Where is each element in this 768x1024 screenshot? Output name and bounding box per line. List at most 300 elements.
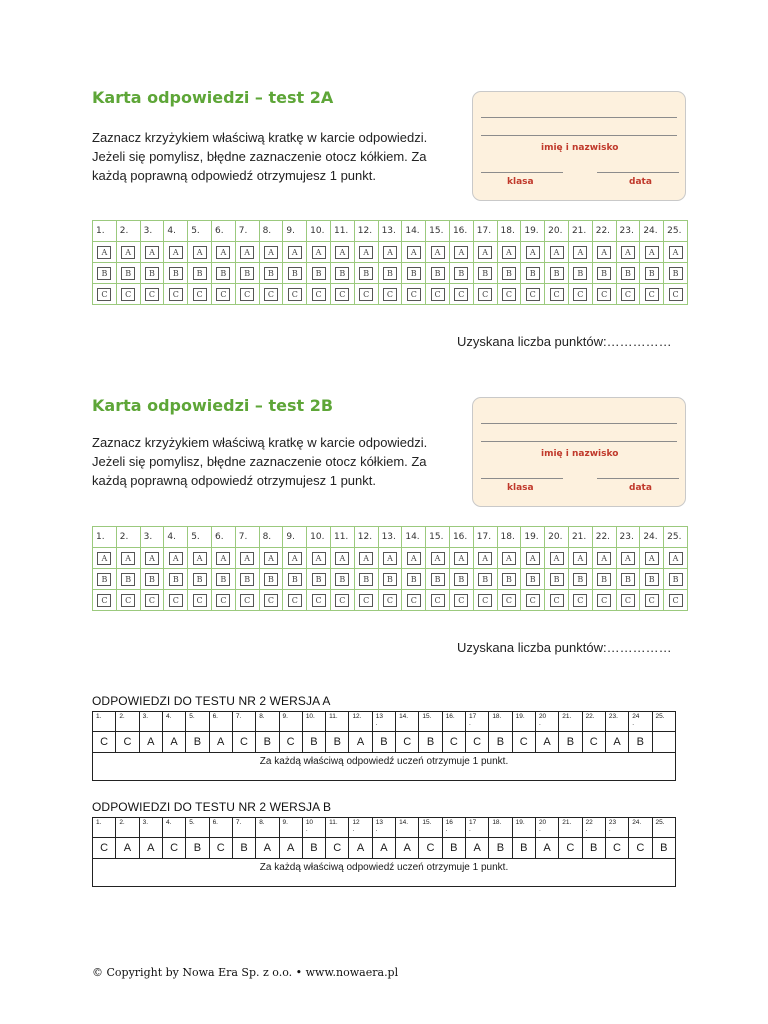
answer-checkbox-cell[interactable] — [259, 263, 283, 284]
option-box[interactable]: C — [526, 288, 540, 301]
option-box[interactable]: A — [645, 246, 659, 259]
answer-checkbox-cell[interactable] — [426, 548, 450, 569]
answer-checkbox-cell[interactable] — [283, 569, 307, 590]
option-box[interactable]: B — [240, 267, 254, 280]
option-box[interactable]: C — [312, 288, 326, 301]
answer-checkbox-cell[interactable] — [521, 263, 545, 284]
answer-checkbox-cell[interactable] — [164, 590, 188, 611]
option-box[interactable]: C — [264, 594, 278, 607]
answer-checkbox-cell[interactable] — [330, 590, 354, 611]
option-box[interactable]: B — [478, 267, 492, 280]
answer-checkbox-cell[interactable] — [188, 590, 212, 611]
answer-checkbox-cell[interactable] — [592, 242, 616, 263]
answer-checkbox-cell[interactable] — [449, 242, 473, 263]
answer-checkbox-cell[interactable] — [497, 590, 521, 611]
option-box[interactable]: C — [97, 594, 111, 607]
option-box[interactable]: B — [526, 573, 540, 586]
answer-checkbox-cell[interactable] — [140, 548, 164, 569]
answer-checkbox-cell[interactable] — [164, 548, 188, 569]
option-box[interactable]: A — [216, 552, 230, 565]
option-box[interactable]: B — [97, 573, 111, 586]
answer-checkbox-cell[interactable] — [283, 548, 307, 569]
answer-checkbox-cell[interactable] — [545, 263, 569, 284]
answer-checkbox-cell[interactable] — [449, 590, 473, 611]
option-box[interactable]: C — [240, 288, 254, 301]
answer-checkbox-cell[interactable] — [449, 284, 473, 305]
option-box[interactable]: A — [193, 552, 207, 565]
option-box[interactable]: B — [573, 267, 587, 280]
answer-checkbox-cell[interactable] — [259, 569, 283, 590]
answer-checkbox-cell[interactable] — [188, 569, 212, 590]
answer-checkbox-cell[interactable] — [640, 548, 664, 569]
answer-checkbox-cell[interactable] — [116, 590, 140, 611]
answer-checkbox-cell[interactable] — [545, 284, 569, 305]
option-box[interactable]: B — [312, 267, 326, 280]
option-box[interactable]: B — [97, 267, 111, 280]
answer-checkbox-cell[interactable] — [616, 569, 640, 590]
answer-checkbox-cell[interactable] — [592, 590, 616, 611]
answer-checkbox-cell[interactable] — [449, 263, 473, 284]
answer-checkbox-cell[interactable] — [140, 284, 164, 305]
option-box[interactable]: C — [454, 594, 468, 607]
answer-checkbox-cell[interactable] — [616, 284, 640, 305]
option-box[interactable]: C — [407, 594, 421, 607]
answer-checkbox-cell[interactable] — [164, 284, 188, 305]
option-box[interactable]: A — [169, 552, 183, 565]
answer-checkbox-cell[interactable] — [354, 242, 378, 263]
option-box[interactable]: C — [145, 594, 159, 607]
answer-checkbox-cell[interactable] — [283, 590, 307, 611]
answer-checkbox-cell[interactable] — [307, 548, 331, 569]
answer-checkbox-cell[interactable] — [235, 548, 259, 569]
answer-checkbox-cell[interactable] — [545, 569, 569, 590]
option-box[interactable]: A — [454, 246, 468, 259]
answer-checkbox-cell[interactable] — [402, 590, 426, 611]
option-box[interactable]: B — [454, 267, 468, 280]
option-box[interactable]: A — [359, 552, 373, 565]
option-box[interactable]: A — [97, 552, 111, 565]
option-box[interactable]: B — [288, 573, 302, 586]
answer-checkbox-cell[interactable] — [235, 284, 259, 305]
option-box[interactable]: C — [597, 288, 611, 301]
option-box[interactable]: B — [169, 267, 183, 280]
option-box[interactable]: B — [121, 267, 135, 280]
option-box[interactable]: C — [407, 288, 421, 301]
option-box[interactable]: B — [121, 573, 135, 586]
option-box[interactable]: B — [502, 267, 516, 280]
answer-checkbox-cell[interactable] — [211, 242, 235, 263]
answer-checkbox-cell[interactable] — [640, 569, 664, 590]
option-box[interactable]: C — [597, 594, 611, 607]
option-box[interactable]: B — [407, 573, 421, 586]
answer-checkbox-cell[interactable] — [402, 242, 426, 263]
option-box[interactable]: C — [145, 288, 159, 301]
answer-checkbox-cell[interactable] — [164, 263, 188, 284]
option-box[interactable]: A — [121, 246, 135, 259]
answer-checkbox-cell[interactable] — [378, 263, 402, 284]
option-box[interactable]: C — [193, 288, 207, 301]
answer-checkbox-cell[interactable] — [426, 569, 450, 590]
answer-checkbox-cell[interactable] — [521, 242, 545, 263]
option-box[interactable]: A — [383, 552, 397, 565]
option-box[interactable]: C — [288, 288, 302, 301]
option-box[interactable]: C — [669, 288, 683, 301]
option-box[interactable]: B — [216, 573, 230, 586]
answer-checkbox-cell[interactable] — [235, 242, 259, 263]
option-box[interactable]: A — [335, 552, 349, 565]
answer-checkbox-cell[interactable] — [93, 590, 117, 611]
option-box[interactable]: C — [573, 594, 587, 607]
answer-checkbox-cell[interactable] — [235, 263, 259, 284]
answer-checkbox-cell[interactable] — [235, 569, 259, 590]
answer-checkbox-cell[interactable] — [616, 548, 640, 569]
answer-checkbox-cell[interactable] — [426, 263, 450, 284]
answer-checkbox-cell[interactable] — [664, 242, 688, 263]
option-box[interactable]: C — [478, 288, 492, 301]
answer-checkbox-cell[interactable] — [545, 590, 569, 611]
option-box[interactable]: A — [597, 552, 611, 565]
option-box[interactable]: A — [431, 246, 445, 259]
answer-checkbox-cell[interactable] — [307, 569, 331, 590]
option-box[interactable]: A — [359, 246, 373, 259]
answer-checkbox-cell[interactable] — [330, 263, 354, 284]
answer-checkbox-cell[interactable] — [330, 284, 354, 305]
option-box[interactable]: B — [526, 267, 540, 280]
answer-checkbox-cell[interactable] — [592, 284, 616, 305]
answer-checkbox-cell[interactable] — [426, 284, 450, 305]
answer-checkbox-cell[interactable] — [188, 263, 212, 284]
option-box[interactable]: A — [621, 246, 635, 259]
option-box[interactable]: B — [478, 573, 492, 586]
option-box[interactable]: A — [335, 246, 349, 259]
answer-checkbox-cell[interactable] — [521, 548, 545, 569]
option-box[interactable]: B — [312, 573, 326, 586]
option-box[interactable]: B — [145, 573, 159, 586]
option-box[interactable]: C — [335, 594, 349, 607]
answer-checkbox-cell[interactable] — [568, 569, 592, 590]
answer-checkbox-cell[interactable] — [473, 263, 497, 284]
answer-checkbox-cell[interactable] — [140, 590, 164, 611]
answer-checkbox-cell[interactable] — [140, 263, 164, 284]
answer-checkbox-cell[interactable] — [664, 569, 688, 590]
answer-checkbox-cell[interactable] — [259, 284, 283, 305]
option-box[interactable]: B — [240, 573, 254, 586]
option-box[interactable]: A — [288, 552, 302, 565]
answer-checkbox-cell[interactable] — [545, 242, 569, 263]
option-box[interactable]: A — [97, 246, 111, 259]
option-box[interactable]: C — [550, 594, 564, 607]
option-box[interactable]: B — [193, 267, 207, 280]
answer-checkbox-cell[interactable] — [664, 263, 688, 284]
option-box[interactable]: B — [193, 573, 207, 586]
answer-checkbox-cell[interactable] — [378, 242, 402, 263]
option-box[interactable]: C — [645, 288, 659, 301]
answer-checkbox-cell[interactable] — [307, 263, 331, 284]
option-box[interactable]: C — [526, 594, 540, 607]
option-box[interactable]: C — [383, 288, 397, 301]
option-box[interactable]: C — [359, 594, 373, 607]
answer-checkbox-cell[interactable] — [93, 569, 117, 590]
answer-checkbox-cell[interactable] — [473, 284, 497, 305]
option-box[interactable]: B — [169, 573, 183, 586]
option-box[interactable]: C — [264, 288, 278, 301]
answer-checkbox-cell[interactable] — [568, 590, 592, 611]
option-box[interactable]: B — [621, 573, 635, 586]
option-box[interactable]: B — [264, 267, 278, 280]
answer-checkbox-cell[interactable] — [211, 263, 235, 284]
option-box[interactable]: A — [669, 552, 683, 565]
answer-checkbox-cell[interactable] — [283, 284, 307, 305]
option-box[interactable]: A — [145, 246, 159, 259]
answer-checkbox-cell[interactable] — [93, 263, 117, 284]
answer-checkbox-cell[interactable] — [354, 548, 378, 569]
answer-checkbox-cell[interactable] — [211, 590, 235, 611]
option-box[interactable]: C — [169, 288, 183, 301]
answer-checkbox-cell[interactable] — [354, 590, 378, 611]
answer-checkbox-cell[interactable] — [449, 548, 473, 569]
answer-checkbox-cell[interactable] — [402, 284, 426, 305]
option-box[interactable]: A — [145, 552, 159, 565]
option-box[interactable]: C — [431, 594, 445, 607]
answer-checkbox-cell[interactable] — [616, 242, 640, 263]
answer-checkbox-cell[interactable] — [164, 242, 188, 263]
answer-checkbox-cell[interactable] — [259, 242, 283, 263]
option-box[interactable]: B — [264, 573, 278, 586]
option-box[interactable]: A — [121, 552, 135, 565]
option-box[interactable]: A — [193, 246, 207, 259]
answer-checkbox-cell[interactable] — [330, 242, 354, 263]
option-box[interactable]: C — [121, 594, 135, 607]
option-box[interactable]: C — [431, 288, 445, 301]
answer-checkbox-cell[interactable] — [116, 263, 140, 284]
answer-checkbox-cell[interactable] — [402, 263, 426, 284]
answer-checkbox-cell[interactable] — [140, 569, 164, 590]
option-box[interactable]: A — [526, 552, 540, 565]
answer-checkbox-cell[interactable] — [354, 263, 378, 284]
answer-checkbox-cell[interactable] — [664, 284, 688, 305]
option-box[interactable]: C — [288, 594, 302, 607]
answer-checkbox-cell[interactable] — [235, 590, 259, 611]
option-box[interactable]: C — [335, 288, 349, 301]
option-box[interactable]: B — [407, 267, 421, 280]
option-box[interactable]: C — [621, 288, 635, 301]
answer-checkbox-cell[interactable] — [521, 284, 545, 305]
answer-checkbox-cell[interactable] — [640, 284, 664, 305]
option-box[interactable]: B — [597, 267, 611, 280]
answer-checkbox-cell[interactable] — [402, 569, 426, 590]
answer-checkbox-cell[interactable] — [497, 284, 521, 305]
option-box[interactable]: B — [335, 573, 349, 586]
option-box[interactable]: C — [383, 594, 397, 607]
answer-checkbox-cell[interactable] — [473, 242, 497, 263]
answer-checkbox-cell[interactable] — [211, 548, 235, 569]
option-box[interactable]: B — [145, 267, 159, 280]
option-box[interactable]: C — [478, 594, 492, 607]
answer-checkbox-cell[interactable] — [283, 263, 307, 284]
answer-checkbox-cell[interactable] — [354, 284, 378, 305]
answer-checkbox-cell[interactable] — [378, 548, 402, 569]
answer-checkbox-cell[interactable] — [497, 569, 521, 590]
option-box[interactable]: A — [264, 552, 278, 565]
option-box[interactable]: B — [359, 573, 373, 586]
option-box[interactable]: B — [550, 573, 564, 586]
option-box[interactable]: A — [645, 552, 659, 565]
option-box[interactable]: A — [621, 552, 635, 565]
answer-checkbox-cell[interactable] — [259, 590, 283, 611]
option-box[interactable]: C — [312, 594, 326, 607]
option-box[interactable]: A — [431, 552, 445, 565]
answer-checkbox-cell[interactable] — [568, 242, 592, 263]
option-box[interactable]: A — [573, 552, 587, 565]
option-box[interactable]: C — [502, 288, 516, 301]
option-box[interactable]: C — [240, 594, 254, 607]
answer-checkbox-cell[interactable] — [211, 284, 235, 305]
answer-checkbox-cell[interactable] — [497, 548, 521, 569]
answer-checkbox-cell[interactable] — [283, 242, 307, 263]
option-box[interactable]: C — [550, 288, 564, 301]
answer-checkbox-cell[interactable] — [116, 569, 140, 590]
answer-checkbox-cell[interactable] — [93, 548, 117, 569]
option-box[interactable]: C — [669, 594, 683, 607]
answer-checkbox-cell[interactable] — [378, 590, 402, 611]
option-box[interactable]: B — [573, 573, 587, 586]
option-box[interactable]: A — [550, 552, 564, 565]
option-box[interactable]: B — [669, 267, 683, 280]
option-box[interactable]: B — [431, 267, 445, 280]
answer-checkbox-cell[interactable] — [640, 242, 664, 263]
answer-checkbox-cell[interactable] — [592, 569, 616, 590]
option-box[interactable]: A — [597, 246, 611, 259]
answer-checkbox-cell[interactable] — [545, 548, 569, 569]
option-box[interactable]: A — [312, 246, 326, 259]
answer-checkbox-cell[interactable] — [164, 569, 188, 590]
option-box[interactable]: A — [526, 246, 540, 259]
answer-checkbox-cell[interactable] — [640, 263, 664, 284]
option-box[interactable]: B — [335, 267, 349, 280]
option-box[interactable]: B — [288, 267, 302, 280]
answer-checkbox-cell[interactable] — [664, 590, 688, 611]
option-box[interactable]: A — [264, 246, 278, 259]
option-box[interactable]: B — [454, 573, 468, 586]
option-box[interactable]: C — [359, 288, 373, 301]
answer-checkbox-cell[interactable] — [473, 590, 497, 611]
option-box[interactable]: A — [573, 246, 587, 259]
answer-checkbox-cell[interactable] — [378, 569, 402, 590]
option-box[interactable]: A — [240, 552, 254, 565]
answer-checkbox-cell[interactable] — [473, 548, 497, 569]
answer-checkbox-cell[interactable] — [521, 569, 545, 590]
option-box[interactable]: B — [431, 573, 445, 586]
option-box[interactable]: A — [407, 246, 421, 259]
answer-checkbox-cell[interactable] — [473, 569, 497, 590]
option-box[interactable]: C — [97, 288, 111, 301]
answer-checkbox-cell[interactable] — [592, 548, 616, 569]
answer-checkbox-cell[interactable] — [568, 263, 592, 284]
option-box[interactable]: C — [502, 594, 516, 607]
option-box[interactable]: B — [502, 573, 516, 586]
answer-checkbox-cell[interactable] — [330, 569, 354, 590]
option-box[interactable]: C — [454, 288, 468, 301]
answer-checkbox-cell[interactable] — [426, 590, 450, 611]
option-box[interactable]: A — [216, 246, 230, 259]
option-box[interactable]: B — [383, 267, 397, 280]
answer-checkbox-cell[interactable] — [307, 590, 331, 611]
answer-checkbox-cell[interactable] — [378, 284, 402, 305]
answer-checkbox-cell[interactable] — [354, 569, 378, 590]
option-box[interactable]: B — [359, 267, 373, 280]
option-box[interactable]: C — [621, 594, 635, 607]
option-box[interactable]: C — [169, 594, 183, 607]
answer-checkbox-cell[interactable] — [616, 263, 640, 284]
answer-checkbox-cell[interactable] — [211, 569, 235, 590]
answer-checkbox-cell[interactable] — [188, 284, 212, 305]
answer-checkbox-cell[interactable] — [568, 284, 592, 305]
answer-checkbox-cell[interactable] — [330, 548, 354, 569]
option-box[interactable]: B — [597, 573, 611, 586]
answer-checkbox-cell[interactable] — [93, 284, 117, 305]
option-box[interactable]: A — [478, 246, 492, 259]
answer-checkbox-cell[interactable] — [497, 263, 521, 284]
option-box[interactable]: C — [121, 288, 135, 301]
answer-checkbox-cell[interactable] — [426, 242, 450, 263]
answer-checkbox-cell[interactable] — [116, 284, 140, 305]
option-box[interactable]: B — [216, 267, 230, 280]
option-box[interactable]: A — [669, 246, 683, 259]
answer-checkbox-cell[interactable] — [116, 242, 140, 263]
answer-checkbox-cell[interactable] — [188, 242, 212, 263]
answer-checkbox-cell[interactable] — [592, 263, 616, 284]
option-box[interactable]: C — [216, 288, 230, 301]
answer-checkbox-cell[interactable] — [116, 548, 140, 569]
option-box[interactable]: A — [502, 246, 516, 259]
answer-checkbox-cell[interactable] — [93, 242, 117, 263]
option-box[interactable]: B — [645, 573, 659, 586]
answer-checkbox-cell[interactable] — [307, 242, 331, 263]
option-box[interactable]: C — [216, 594, 230, 607]
option-box[interactable]: A — [312, 552, 326, 565]
answer-checkbox-cell[interactable] — [616, 590, 640, 611]
answer-checkbox-cell[interactable] — [259, 548, 283, 569]
option-box[interactable]: A — [454, 552, 468, 565]
option-box[interactable]: A — [478, 552, 492, 565]
option-box[interactable]: C — [645, 594, 659, 607]
answer-checkbox-cell[interactable] — [449, 569, 473, 590]
option-box[interactable]: A — [550, 246, 564, 259]
answer-checkbox-cell[interactable] — [568, 548, 592, 569]
option-box[interactable]: A — [169, 246, 183, 259]
answer-checkbox-cell[interactable] — [664, 548, 688, 569]
answer-checkbox-cell[interactable] — [188, 548, 212, 569]
option-box[interactable]: B — [645, 267, 659, 280]
answer-checkbox-cell[interactable] — [640, 590, 664, 611]
option-box[interactable]: B — [550, 267, 564, 280]
option-box[interactable]: B — [383, 573, 397, 586]
option-box[interactable]: B — [669, 573, 683, 586]
answer-checkbox-cell[interactable] — [521, 590, 545, 611]
option-box[interactable]: C — [193, 594, 207, 607]
option-box[interactable]: B — [621, 267, 635, 280]
answer-checkbox-cell[interactable] — [402, 548, 426, 569]
answer-checkbox-cell[interactable] — [140, 242, 164, 263]
option-box[interactable]: A — [407, 552, 421, 565]
option-box[interactable]: A — [240, 246, 254, 259]
answer-checkbox-cell[interactable] — [307, 284, 331, 305]
option-box[interactable]: A — [502, 552, 516, 565]
answer-checkbox-cell[interactable] — [497, 242, 521, 263]
option-box[interactable]: A — [288, 246, 302, 259]
option-box[interactable]: A — [383, 246, 397, 259]
option-box[interactable]: C — [573, 288, 587, 301]
